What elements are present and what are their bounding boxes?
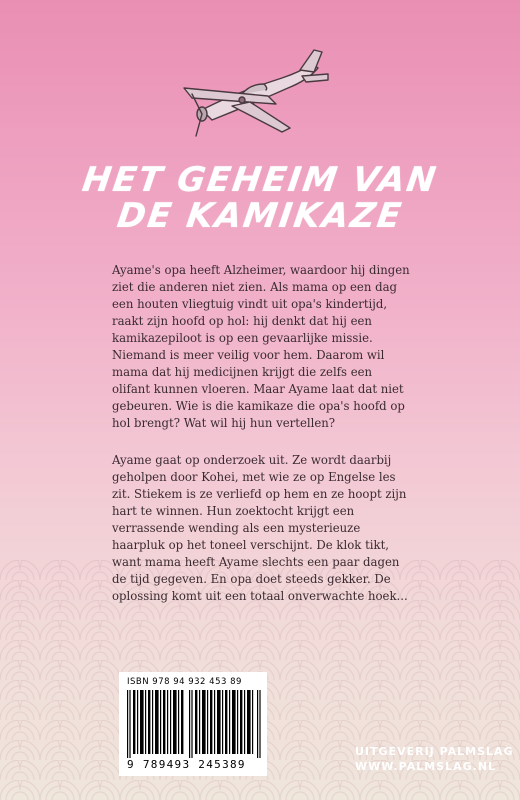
- barcode-bars: [127, 690, 261, 758]
- barcode: [119, 672, 267, 776]
- book-title-line2: DE KAMIKAZE: [114, 196, 406, 236]
- publisher-url[interactable]: WWW.PALMSLAG.NL: [355, 760, 497, 773]
- publisher-name: UITGEVERIJ PALMSLAG: [355, 745, 514, 758]
- book-title-line1: HET GEHEIM VAN: [79, 160, 441, 200]
- isbn-label: ISBN 978 94 932 453 89: [127, 677, 242, 687]
- barcode-digits: 9 789493 245389: [127, 758, 246, 771]
- blurb-paragraph-2: Ayame gaat op onderzoek uit. Ze wordt daarbij geholpen door Kohei, met wie ze op Engelse les zit. Stiekem is ze verliefd op hem en ze hoopt zijn hart te winnen. Hun zoektocht krijgt een verrassende wending als een mysterieuze haarpluk op het toneel verschijnt. De klok tikt, want mama heeft Ayame slechts een paar dagen de tijd gegeven. En opa doet steeds gekker. De oplossing komt uit een totaal onverwachte hoek...: [112, 453, 408, 603]
- blurb-paragraph-1: Ayame's opa heeft Alzheimer, waardoor hij dingen ziet die anderen niet zien. Als mama op een dag een houten vliegtuig vindt uit opa's kindertijd, raakt zijn hoofd op hol: hij denkt dat hij een kamikazepiloot is op een gevaarlijke missie. Niemand is meer veilig voor hem. Daarom wil mama dat hij medicijnen krijgt die zelfs een olifant kunnen vloeren. Maar Ayame laat dat niet gebeuren. Wie is die kamikaze die opa's hoofd op hol brengt? Wat wil hij hun vertellen?: [112, 263, 410, 430]
- airplane-illustration: [172, 44, 332, 140]
